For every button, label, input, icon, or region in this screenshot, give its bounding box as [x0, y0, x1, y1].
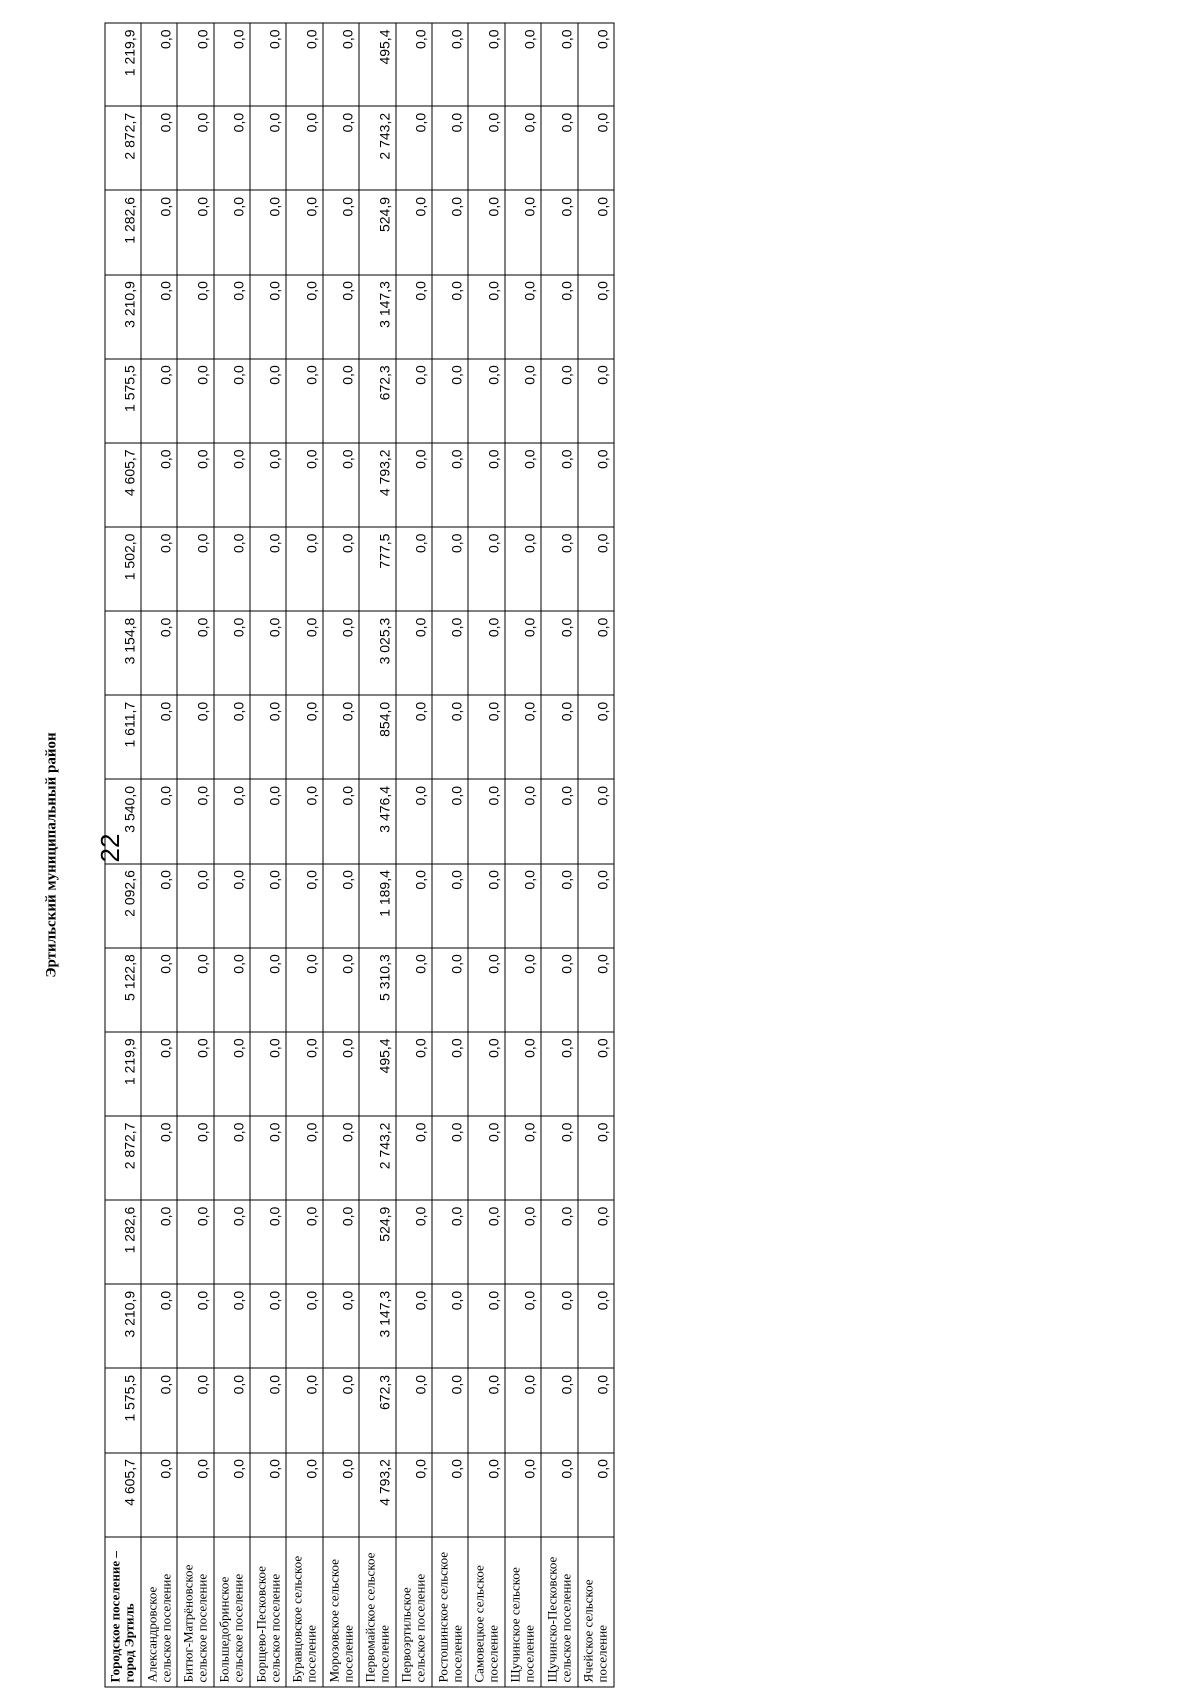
table-cell: 0,0	[432, 779, 468, 863]
table-cell: 0,0	[250, 779, 286, 863]
table-cell: 0,0	[505, 1453, 541, 1537]
table-cell: 0,0	[177, 948, 213, 1032]
table-cell: 0,0	[214, 864, 250, 948]
table-cell: 0,0	[505, 864, 541, 948]
table-cell: 0,0	[505, 948, 541, 1032]
table-cell: 1 502,0	[105, 527, 141, 611]
table-cell: 0,0	[286, 1200, 322, 1284]
table-cell: 0,0	[505, 1284, 541, 1368]
table-cell: 0,0	[214, 275, 250, 359]
table-cell: 0,0	[432, 23, 468, 106]
table-cell: 5 310,3	[359, 948, 395, 1032]
table-cell: 0,0	[468, 275, 504, 359]
table-cell: 0,0	[396, 190, 432, 274]
table-cell: 0,0	[323, 1032, 359, 1116]
table-cell: 0,0	[432, 1200, 468, 1284]
table-row	[105, 23, 141, 1687]
table-cell: 0,0	[505, 359, 541, 443]
table-cell: 0,0	[505, 106, 541, 190]
table-cell: 0,0	[250, 106, 286, 190]
table-cell: 1 575,5	[105, 359, 141, 443]
table-cell: 5 122,8	[105, 948, 141, 1032]
settlement-name: Самовецкое сельское поселение	[468, 1537, 504, 1687]
table-cell: 0,0	[396, 864, 432, 948]
table-cell: 0,0	[505, 1200, 541, 1284]
table-cell: 0,0	[286, 1116, 322, 1200]
table-cell: 0,0	[396, 948, 432, 1032]
table-cell: 0,0	[396, 527, 432, 611]
table-cell: 0,0	[177, 1116, 213, 1200]
settlement-name: Ячейское сельское поселение	[578, 1537, 614, 1687]
table-cell: 0,0	[286, 443, 322, 527]
table-cell: 0,0	[432, 359, 468, 443]
table-cell: 0,0	[214, 443, 250, 527]
table-cell: 0,0	[432, 190, 468, 274]
table-cell: 0,0	[286, 695, 322, 779]
table-cell: 0,0	[214, 1368, 250, 1452]
rotated-table-area	[0, 23, 733, 1688]
table-cell: 0,0	[141, 695, 177, 779]
table-cell: 0,0	[578, 527, 614, 611]
table-cell: 0,0	[323, 1453, 359, 1537]
table-row	[432, 23, 468, 1687]
table-row	[505, 23, 541, 1687]
table-cell: 0,0	[141, 23, 177, 106]
table-cell: 0,0	[177, 1032, 213, 1116]
district-title: Эртильский муниципальный район	[43, 732, 59, 978]
table-cell: 0,0	[323, 190, 359, 274]
table-cell: 0,0	[432, 527, 468, 611]
settlement-name: Щучинско-Песковское сельское поселение	[541, 1537, 577, 1687]
table-cell: 0,0	[396, 695, 432, 779]
table-cell: 0,0	[250, 1368, 286, 1452]
settlement-name: Битюг-Матрёновское сельское поселение	[177, 1537, 213, 1687]
table-cell: 3 540,0	[105, 779, 141, 863]
table-cell: 0,0	[214, 23, 250, 106]
table-row	[177, 23, 213, 1687]
table-cell: 0,0	[214, 359, 250, 443]
table-cell: 0,0	[286, 1453, 322, 1537]
table-cell: 0,0	[214, 695, 250, 779]
table-cell: 0,0	[541, 106, 577, 190]
table-cell: 0,0	[432, 443, 468, 527]
table-cell: 0,0	[468, 1200, 504, 1284]
table-cell: 0,0	[468, 190, 504, 274]
table-cell: 0,0	[250, 864, 286, 948]
table-cell: 0,0	[250, 275, 286, 359]
page-number: 22	[95, 833, 125, 863]
table-cell: 495,4	[359, 23, 395, 106]
table-cell: 0,0	[468, 695, 504, 779]
table-cell: 0,0	[541, 1284, 577, 1368]
table-cell: 0,0	[323, 106, 359, 190]
table-cell: 0,0	[323, 359, 359, 443]
table-cell: 0,0	[578, 779, 614, 863]
table-cell: 2 872,7	[105, 1116, 141, 1200]
table-cell: 0,0	[286, 779, 322, 863]
table-cell: 0,0	[323, 1368, 359, 1452]
table-cell: 0,0	[396, 1453, 432, 1537]
table-cell: 672,3	[359, 1368, 395, 1452]
table-row	[141, 23, 177, 1687]
table-cell: 0,0	[432, 1368, 468, 1452]
table-cell: 0,0	[286, 23, 322, 106]
table-cell: 0,0	[468, 1116, 504, 1200]
table-cell: 0,0	[141, 359, 177, 443]
table-row	[396, 23, 432, 1687]
table-cell: 0,0	[214, 1200, 250, 1284]
table-cell: 4 605,7	[105, 1453, 141, 1537]
table-row	[214, 23, 250, 1687]
table-cell: 0,0	[505, 23, 541, 106]
table-cell: 0,0	[541, 527, 577, 611]
table-cell: 0,0	[177, 275, 213, 359]
table-cell: 0,0	[214, 779, 250, 863]
table-row	[541, 23, 577, 1687]
table-cell: 1 219,9	[105, 23, 141, 106]
table-cell: 0,0	[141, 611, 177, 695]
table-cell: 0,0	[323, 1200, 359, 1284]
table-cell: 0,0	[214, 611, 250, 695]
table-cell: 0,0	[578, 1453, 614, 1537]
table-cell: 0,0	[541, 443, 577, 527]
table-cell: 0,0	[323, 948, 359, 1032]
table-cell: 0,0	[177, 443, 213, 527]
table-cell: 0,0	[578, 864, 614, 948]
table-cell: 0,0	[468, 948, 504, 1032]
table-cell: 0,0	[505, 1368, 541, 1452]
table-cell: 0,0	[141, 527, 177, 611]
table-cell: 0,0	[286, 1368, 322, 1452]
table-cell: 0,0	[468, 611, 504, 695]
table-cell: 0,0	[141, 190, 177, 274]
table-cell: 0,0	[396, 1284, 432, 1368]
settlement-name: Александровское сельское поселение	[141, 1537, 177, 1687]
table-cell: 0,0	[468, 443, 504, 527]
settlement-name: Щучинское сельское поселение	[505, 1537, 541, 1687]
table-cell: 0,0	[141, 779, 177, 863]
table-cell: 0,0	[250, 1453, 286, 1537]
table-cell: 0,0	[286, 275, 322, 359]
table-cell: 0,0	[141, 1200, 177, 1284]
table-cell: 0,0	[432, 1284, 468, 1368]
table-cell: 0,0	[177, 1368, 213, 1452]
table-row	[286, 23, 322, 1687]
table-cell: 4 605,7	[105, 443, 141, 527]
table-cell: 0,0	[177, 527, 213, 611]
table-cell: 0,0	[432, 1453, 468, 1537]
table-cell: 0,0	[250, 611, 286, 695]
table-cell: 0,0	[396, 23, 432, 106]
table-cell: 0,0	[468, 23, 504, 106]
table-cell: 0,0	[250, 443, 286, 527]
table-cell: 0,0	[578, 1032, 614, 1116]
table-cell: 2 872,7	[105, 106, 141, 190]
table-cell: 0,0	[286, 1284, 322, 1368]
table-cell: 0,0	[177, 864, 213, 948]
table-cell: 0,0	[250, 1116, 286, 1200]
table-cell: 0,0	[541, 611, 577, 695]
table-row	[578, 23, 614, 1687]
table-cell: 0,0	[468, 864, 504, 948]
table-cell: 0,0	[323, 864, 359, 948]
table-cell: 0,0	[323, 1284, 359, 1368]
table-row	[359, 23, 395, 1687]
table-cell: 0,0	[286, 190, 322, 274]
table-cell: 0,0	[214, 106, 250, 190]
table-cell: 0,0	[505, 779, 541, 863]
table-row	[468, 23, 504, 1687]
table-cell: 3 147,3	[359, 1284, 395, 1368]
table-cell: 0,0	[250, 23, 286, 106]
table-cell: 0,0	[214, 1453, 250, 1537]
table-cell: 3 154,8	[105, 611, 141, 695]
table-cell: 672,3	[359, 359, 395, 443]
table-cell: 0,0	[468, 1368, 504, 1452]
table-cell: 0,0	[505, 275, 541, 359]
table-cell: 0,0	[141, 443, 177, 527]
table-cell: 0,0	[541, 1453, 577, 1537]
table-cell: 0,0	[432, 1032, 468, 1116]
table-cell: 0,0	[250, 948, 286, 1032]
table-cell: 0,0	[141, 275, 177, 359]
table-cell: 0,0	[323, 695, 359, 779]
table-cell: 0,0	[250, 1032, 286, 1116]
table-cell: 0,0	[578, 275, 614, 359]
table-cell: 0,0	[323, 527, 359, 611]
table-cell: 0,0	[432, 275, 468, 359]
table-cell: 524,9	[359, 190, 395, 274]
table-cell: 0,0	[323, 23, 359, 106]
table-cell: 0,0	[432, 106, 468, 190]
table-cell: 0,0	[141, 1116, 177, 1200]
table-cell: 0,0	[578, 443, 614, 527]
table-cell: 0,0	[396, 1032, 432, 1116]
table-cell: 0,0	[323, 611, 359, 695]
table-cell: 0,0	[214, 1032, 250, 1116]
table-cell: 0,0	[505, 611, 541, 695]
table-cell: 0,0	[177, 779, 213, 863]
table-cell: 0,0	[468, 106, 504, 190]
table-cell: 0,0	[541, 779, 577, 863]
table-cell: 0,0	[214, 1284, 250, 1368]
settlement-name: Борщево-Песковское сельское поселение	[250, 1537, 286, 1687]
table-cell: 0,0	[541, 359, 577, 443]
table-cell: 1 575,5	[105, 1368, 141, 1452]
table-cell: 0,0	[141, 864, 177, 948]
table-cell: 0,0	[250, 359, 286, 443]
table-cell: 3 147,3	[359, 275, 395, 359]
settlement-name: Ростошинское сельское поселение	[432, 1537, 468, 1687]
table-cell: 0,0	[323, 1116, 359, 1200]
table-cell: 0,0	[541, 190, 577, 274]
table-cell: 0,0	[177, 23, 213, 106]
table-cell: 0,0	[578, 1368, 614, 1452]
table-cell: 0,0	[177, 1453, 213, 1537]
table-cell: 0,0	[578, 106, 614, 190]
table-cell: 0,0	[468, 779, 504, 863]
table-cell: 3 210,9	[105, 1284, 141, 1368]
table-cell: 0,0	[578, 1200, 614, 1284]
table-cell: 4 793,2	[359, 1453, 395, 1537]
table-cell: 0,0	[578, 611, 614, 695]
table-cell: 0,0	[396, 106, 432, 190]
table-cell: 2 743,2	[359, 1116, 395, 1200]
table-cell: 0,0	[468, 1284, 504, 1368]
table-cell: 0,0	[505, 1032, 541, 1116]
table-cell: 0,0	[177, 1284, 213, 1368]
table-cell: 3 025,3	[359, 611, 395, 695]
table-cell: 524,9	[359, 1200, 395, 1284]
table-cell: 0,0	[432, 695, 468, 779]
table-cell: 0,0	[468, 1032, 504, 1116]
table-cell: 0,0	[250, 1200, 286, 1284]
table-cell: 0,0	[578, 1284, 614, 1368]
settlement-name: Городское поселение – город Эртиль	[105, 1537, 141, 1687]
table-cell: 0,0	[177, 359, 213, 443]
table-cell: 1 282,6	[105, 190, 141, 274]
table-cell: 0,0	[141, 106, 177, 190]
table-cell: 0,0	[177, 695, 213, 779]
table-cell: 495,4	[359, 1032, 395, 1116]
table-cell: 0,0	[286, 1032, 322, 1116]
table-cell: 0,0	[432, 948, 468, 1032]
table-cell: 854,0	[359, 695, 395, 779]
table-cell: 0,0	[541, 1368, 577, 1452]
table-cell: 0,0	[396, 275, 432, 359]
table-cell: 0,0	[541, 948, 577, 1032]
table-cell: 1 189,4	[359, 864, 395, 948]
table-cell: 0,0	[578, 1116, 614, 1200]
table-cell: 0,0	[250, 190, 286, 274]
table-cell: 0,0	[286, 527, 322, 611]
table-cell: 0,0	[505, 527, 541, 611]
table-cell: 0,0	[323, 275, 359, 359]
table-cell: 0,0	[432, 611, 468, 695]
table-cell: 0,0	[177, 611, 213, 695]
table-cell: 0,0	[505, 190, 541, 274]
table-cell: 0,0	[505, 443, 541, 527]
table-cell: 777,5	[359, 527, 395, 611]
table-cell: 0,0	[396, 611, 432, 695]
table-cell: 0,0	[141, 1032, 177, 1116]
table-cell: 0,0	[141, 1368, 177, 1452]
table-cell: 0,0	[578, 359, 614, 443]
table-cell: 0,0	[323, 779, 359, 863]
table-cell: 0,0	[396, 359, 432, 443]
table-cell: 2 092,6	[105, 864, 141, 948]
table-row	[250, 23, 286, 1687]
table-cell: 0,0	[214, 527, 250, 611]
table-row	[323, 23, 359, 1687]
table-cell: 3 476,4	[359, 779, 395, 863]
table-cell: 0,0	[432, 864, 468, 948]
table-cell: 0,0	[541, 1116, 577, 1200]
table-cell: 0,0	[214, 1116, 250, 1200]
table-cell: 1 282,6	[105, 1200, 141, 1284]
table-cell: 0,0	[468, 527, 504, 611]
table-cell: 0,0	[578, 948, 614, 1032]
table-cell: 0,0	[468, 1453, 504, 1537]
settlement-name: Морозовское сельское поселение	[323, 1537, 359, 1687]
table-cell: 0,0	[286, 864, 322, 948]
table-cell: 0,0	[141, 1284, 177, 1368]
table-cell: 0,0	[578, 695, 614, 779]
table-cell: 2 743,2	[359, 106, 395, 190]
table-cell: 1 219,9	[105, 1032, 141, 1116]
table-cell: 0,0	[323, 443, 359, 527]
settlement-name: Первомайское сельское поселение	[359, 1537, 395, 1687]
table-cell: 0,0	[541, 1032, 577, 1116]
table-cell: 0,0	[468, 359, 504, 443]
table-cell: 0,0	[396, 1116, 432, 1200]
table-cell: 0,0	[177, 106, 213, 190]
table-cell: 0,0	[141, 1453, 177, 1537]
settlement-name: Буравцовское сельское поселение	[286, 1537, 322, 1687]
table-cell: 0,0	[541, 864, 577, 948]
table-cell: 0,0	[396, 1200, 432, 1284]
table-cell: 0,0	[214, 948, 250, 1032]
table-cell: 0,0	[250, 1284, 286, 1368]
table-cell: 0,0	[541, 275, 577, 359]
table-cell: 3 210,9	[105, 275, 141, 359]
table-cell: 0,0	[432, 1116, 468, 1200]
table-cell: 0,0	[505, 695, 541, 779]
table-cell: 0,0	[141, 948, 177, 1032]
table-cell: 0,0	[250, 527, 286, 611]
table-cell: 0,0	[286, 611, 322, 695]
table-cell: 0,0	[396, 443, 432, 527]
table-bottom	[104, 23, 614, 1688]
table-cell: 0,0	[578, 23, 614, 106]
table-cell: 4 793,2	[359, 443, 395, 527]
table-cell: 0,0	[177, 1200, 213, 1284]
table-cell: 0,0	[286, 359, 322, 443]
table-cell: 0,0	[541, 23, 577, 106]
table-cell: 0,0	[541, 695, 577, 779]
table-cell: 0,0	[286, 106, 322, 190]
table-cell: 0,0	[177, 190, 213, 274]
table-cell: 0,0	[505, 1116, 541, 1200]
table-cell: 0,0	[541, 1200, 577, 1284]
table-bottom-body	[105, 23, 614, 1687]
table-cell: 0,0	[578, 190, 614, 274]
settlement-name: Большедобринское сельское поселение	[214, 1537, 250, 1687]
table-cell: 0,0	[286, 948, 322, 1032]
table-cell: 0,0	[396, 1368, 432, 1452]
table-cell: 0,0	[396, 779, 432, 863]
table-cell: 0,0	[250, 695, 286, 779]
table-cell: 1 611,7	[105, 695, 141, 779]
settlement-name: Первоэртильское сельское поселение	[396, 1537, 432, 1687]
table-cell: 0,0	[214, 190, 250, 274]
